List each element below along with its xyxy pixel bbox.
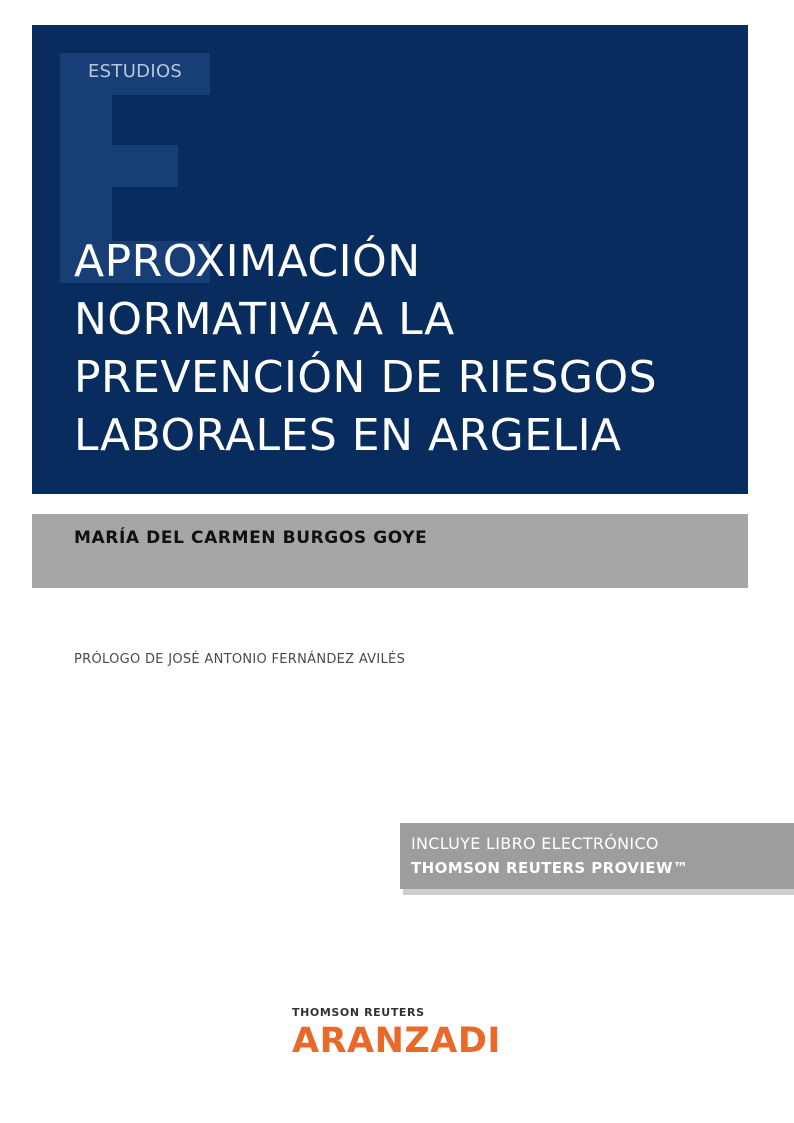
prologue-credit: PRÓLOGO DE JOSÉ ANTONIO FERNÁNDEZ AVILÉS xyxy=(74,652,406,667)
title-panel xyxy=(32,25,748,494)
book-title xyxy=(74,233,734,465)
series-label: ESTUDIOS xyxy=(88,61,183,82)
book-title-line: LABORALES EN ARGELIA xyxy=(74,410,622,461)
ebook-badge-line1: INCLUYE LIBRO ELECTRÓNICO xyxy=(411,834,659,853)
ebook-badge xyxy=(400,823,794,889)
publisher-parent-name: THOMSON REUTERS xyxy=(292,1006,425,1019)
publisher-name: ARANZADI xyxy=(292,1021,501,1061)
publisher-logo xyxy=(292,1006,502,1061)
author-name: MARÍA DEL CARMEN BURGOS GOYE xyxy=(74,528,428,548)
book-title-line: PREVENCIÓN DE RIESGOS xyxy=(74,352,658,403)
author-band xyxy=(32,514,748,588)
book-title-line: NORMATIVA A LA xyxy=(74,294,455,345)
book-title-line: APROXIMACIÓN xyxy=(74,236,421,287)
ebook-badge-line2: THOMSON REUTERS PROVIEW™ xyxy=(411,859,689,877)
